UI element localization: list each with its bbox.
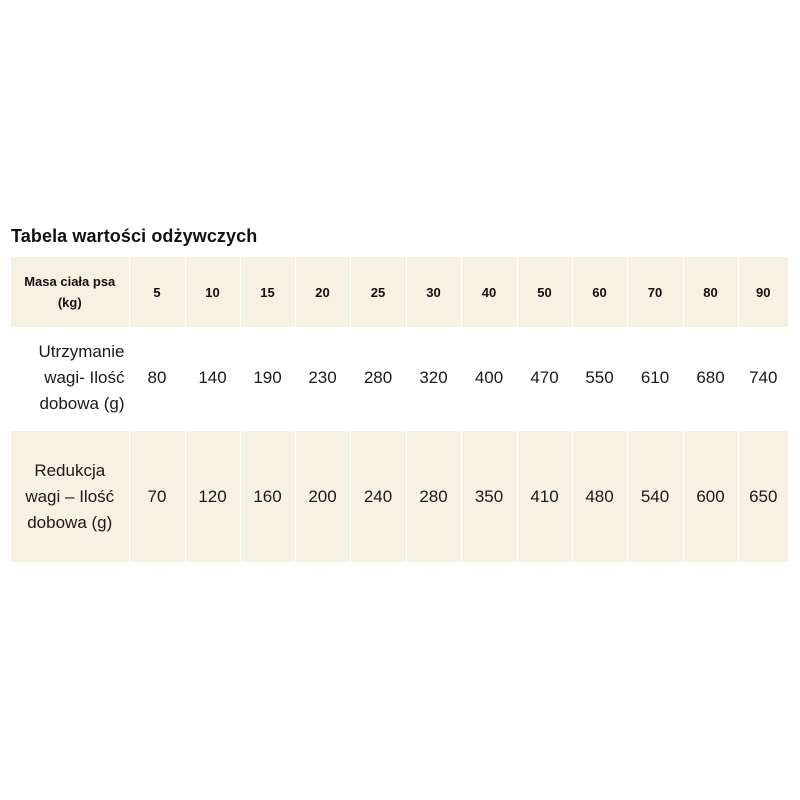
- value-cell: 190: [240, 327, 295, 428]
- weight-header-cell: 70: [627, 257, 683, 327]
- weight-header-cell: 80: [683, 257, 738, 327]
- value-cell: 230: [295, 327, 350, 428]
- value-cell: 320: [406, 327, 461, 428]
- value-cell: 140: [185, 327, 240, 428]
- row-label: Utrzymanie wagi- Ilość dobowa (g): [38, 341, 125, 413]
- value-cell: 80: [129, 327, 185, 428]
- value-cell: 540: [627, 431, 683, 562]
- nutrition-table: [11, 257, 788, 562]
- value-cell: 350: [461, 431, 517, 562]
- row-label-cell: [11, 431, 129, 562]
- weight-header-cell: 5: [129, 257, 185, 327]
- weight-header-cell: 25: [350, 257, 406, 327]
- weight-header-cell: 15: [240, 257, 295, 327]
- value-cell: 470: [517, 327, 572, 428]
- weight-header-cell: 90: [738, 257, 788, 327]
- value-cell: 650: [738, 431, 788, 562]
- value-cell: 740: [738, 327, 788, 428]
- value-cell: 610: [627, 327, 683, 428]
- value-cell: 600: [683, 431, 738, 562]
- value-cell: 240: [350, 431, 406, 562]
- header-label: Masa ciała psa (kg): [24, 274, 116, 310]
- value-cell: 70: [129, 431, 185, 562]
- header-label-cell: [11, 257, 129, 327]
- value-cell: 400: [461, 327, 517, 428]
- weight-header-cell: 30: [406, 257, 461, 327]
- value-cell: 280: [350, 327, 406, 428]
- weight-header-cell: 40: [461, 257, 517, 327]
- weight-header-cell: 50: [517, 257, 572, 327]
- value-cell: 410: [517, 431, 572, 562]
- value-cell: 680: [683, 327, 738, 428]
- weight-header-cell: 60: [572, 257, 627, 327]
- value-cell: 280: [406, 431, 461, 562]
- value-cell: 200: [295, 431, 350, 562]
- header-row: [11, 257, 788, 327]
- table-row-maintenance: [11, 327, 788, 428]
- value-cell: 480: [572, 431, 627, 562]
- row-label: Redukcja wagi – Ilość dobowa (g): [25, 460, 115, 532]
- value-cell: 160: [240, 431, 295, 562]
- value-cell: 550: [572, 327, 627, 428]
- weight-header-cell: 20: [295, 257, 350, 327]
- weight-header-cell: 10: [185, 257, 240, 327]
- table-title: Tabela wartości odżywczych: [11, 226, 258, 246]
- value-cell: 120: [185, 431, 240, 562]
- row-label-cell: [11, 327, 129, 428]
- table-row-reduction: [11, 431, 788, 562]
